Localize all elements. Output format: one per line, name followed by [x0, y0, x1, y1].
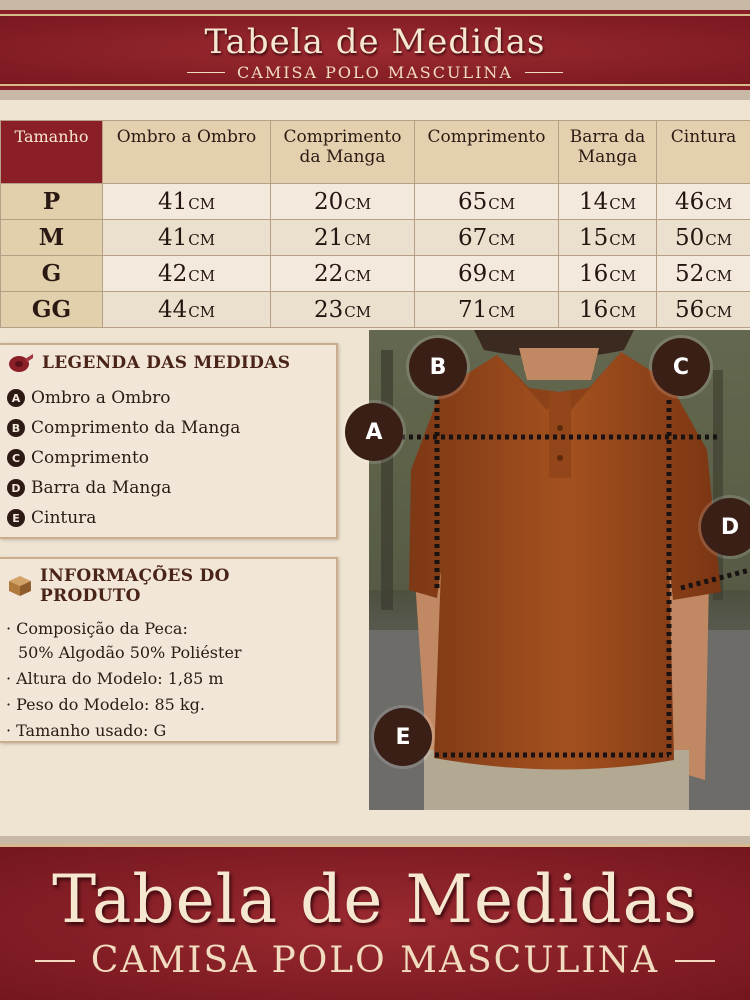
divider-line: [35, 960, 75, 962]
measurement-value: 22: [313, 260, 344, 287]
product-info-title-row: [8, 566, 336, 606]
bullet-icon: ·: [6, 669, 12, 688]
table-header: Cintura: [657, 121, 750, 184]
measurement-unit: CM: [609, 302, 637, 321]
bottom-banner: [0, 836, 750, 1000]
divider-line: [525, 72, 563, 73]
measurement-cell: [415, 292, 559, 328]
legend-item-label: Cintura: [31, 508, 97, 528]
divider-line: [187, 72, 225, 73]
product-info-title: INFORMAÇÕES DO PRODUTO: [39, 566, 230, 606]
measurement-unit: CM: [488, 266, 516, 285]
table-header-row: [1, 121, 750, 184]
top-banner: [0, 0, 750, 100]
size-label: M: [1, 220, 103, 256]
legend-list: [7, 383, 336, 533]
measurement-value: 67: [457, 224, 488, 251]
measurement-unit: CM: [344, 194, 372, 213]
table-header: Barra da Manga: [559, 121, 657, 184]
bullet-icon: ·: [6, 619, 12, 638]
measurement-unit: CM: [188, 230, 216, 249]
measurement-unit: CM: [344, 230, 372, 249]
product-info-list: [6, 616, 336, 744]
measurement-unit: CM: [344, 302, 372, 321]
measurement-unit: CM: [705, 302, 733, 321]
table-body: [1, 184, 750, 328]
measurement-unit: CM: [188, 302, 216, 321]
measurement-unit: CM: [609, 194, 637, 213]
measurement-value: 65: [457, 188, 488, 215]
measurement-value: 14: [578, 188, 609, 215]
marker-d: D: [701, 498, 750, 556]
letter-d-icon: D: [7, 479, 25, 497]
page-title: Tabela de Medidas: [204, 22, 546, 62]
marker-c: C: [652, 338, 710, 396]
info-item: [6, 666, 336, 692]
measurement-value: 23: [313, 296, 344, 323]
measurement-value: 21: [313, 224, 344, 251]
measurement-value: 50: [674, 224, 705, 251]
measurement-value: 71: [457, 296, 488, 323]
bullet-icon: ·: [6, 695, 12, 714]
measurement-value: 52: [674, 260, 705, 287]
measurement-cell: [103, 292, 271, 328]
subtitle-row: [0, 63, 750, 82]
divider-line: [675, 960, 715, 962]
measurement-cell: [271, 292, 415, 328]
bottom-banner-inner: [0, 844, 750, 1000]
model-photo: [369, 330, 750, 810]
measurement-cell: [559, 220, 657, 256]
size-label: G: [1, 256, 103, 292]
measurement-value: 41: [157, 224, 188, 251]
letter-a-icon: A: [7, 389, 25, 407]
measurement-value: 20: [313, 188, 344, 215]
bullet-icon: ·: [6, 721, 12, 740]
info-item-label: Composição da Peca:: [16, 619, 188, 638]
size-table: [0, 120, 750, 328]
measurement-value: 69: [457, 260, 488, 287]
size-label: GG: [1, 292, 103, 328]
footer-title: Tabela de Medidas: [52, 861, 698, 938]
marker-a-overlay: A: [345, 403, 403, 461]
measurement-value: 56: [674, 296, 705, 323]
table-row: [1, 220, 750, 256]
legend-title: LEGENDA DAS MEDIDAS: [42, 353, 291, 373]
measurement-cell: [657, 184, 750, 220]
tape-measure-icon: [8, 352, 34, 374]
box-icon: [8, 575, 32, 597]
legend-item-label: Comprimento: [31, 448, 150, 468]
info-item-extra: 50% Algodão 50% Poliéster: [18, 643, 242, 662]
letter-e-icon: E: [7, 509, 25, 527]
measurement-cell: [559, 292, 657, 328]
measurement-cell: [415, 220, 559, 256]
footer-subtitle: CAMISA POLO MASCULINA: [90, 940, 660, 981]
measurement-cell: [415, 256, 559, 292]
size-label: P: [1, 184, 103, 220]
measurement-cell: [271, 220, 415, 256]
info-item: [6, 692, 336, 718]
legend-item: [7, 473, 336, 503]
measurement-cell: [103, 184, 271, 220]
legend-title-row: [8, 352, 336, 374]
table-header: Comprimento: [415, 121, 559, 184]
info-item-label: Peso do Modelo: 85 kg.: [16, 695, 205, 714]
measurement-unit: CM: [188, 266, 216, 285]
page-subtitle: CAMISA POLO MASCULINA: [237, 63, 513, 82]
table-row: [1, 184, 750, 220]
info-item-label: Altura do Modelo: 1,85 m: [16, 669, 224, 688]
measurement-value: 41: [157, 188, 188, 215]
info-item: [6, 616, 336, 666]
legend-item-label: Barra da Manga: [31, 478, 172, 498]
table-row: [1, 256, 750, 292]
measurement-unit: CM: [705, 266, 733, 285]
measurement-cell: [559, 184, 657, 220]
measurement-unit: CM: [188, 194, 216, 213]
table-header: Ombro a Ombro: [103, 121, 271, 184]
info-item-label: Tamanho usado: G: [16, 721, 167, 740]
measurement-value: 42: [157, 260, 188, 287]
measurement-value: 16: [578, 296, 609, 323]
table-header-size: Tamanho: [1, 121, 103, 184]
legend-item-label: Comprimento da Manga: [31, 418, 241, 438]
footer-subtitle-row: [0, 940, 750, 981]
measurement-unit: CM: [705, 194, 733, 213]
measurement-cell: [559, 256, 657, 292]
legend-item: [7, 413, 336, 443]
measurement-value: 15: [578, 224, 609, 251]
measurement-cell: [271, 184, 415, 220]
measurement-value: 44: [157, 296, 188, 323]
table-header: Comprimento da Manga: [271, 121, 415, 184]
measurement-unit: CM: [488, 194, 516, 213]
legend-item: [7, 443, 336, 473]
measurement-cell: [657, 292, 750, 328]
letter-c-icon: C: [7, 449, 25, 467]
measurement-cell: [657, 256, 750, 292]
measurement-unit: CM: [609, 230, 637, 249]
marker-e: E: [374, 708, 432, 766]
measurement-cell: [415, 184, 559, 220]
product-info-panel: [0, 557, 338, 743]
measurement-cell: [271, 256, 415, 292]
legend-item: [7, 503, 336, 533]
letter-b-icon: B: [7, 419, 25, 437]
legend-panel: [0, 343, 338, 539]
table-row: [1, 292, 750, 328]
measurement-unit: CM: [609, 266, 637, 285]
measurement-unit: CM: [705, 230, 733, 249]
measurement-unit: CM: [344, 266, 372, 285]
measurement-unit: CM: [488, 230, 516, 249]
info-item: [6, 718, 336, 744]
measurement-unit: CM: [488, 302, 516, 321]
measurement-cell: [657, 220, 750, 256]
measurement-value: 46: [674, 188, 705, 215]
top-banner-inner: [0, 14, 750, 86]
measurement-cell: [103, 220, 271, 256]
legend-item: [7, 383, 336, 413]
measurement-cell: [103, 256, 271, 292]
marker-b: B: [409, 338, 467, 396]
legend-item-label: Ombro a Ombro: [31, 388, 171, 408]
measurement-value: 16: [578, 260, 609, 287]
